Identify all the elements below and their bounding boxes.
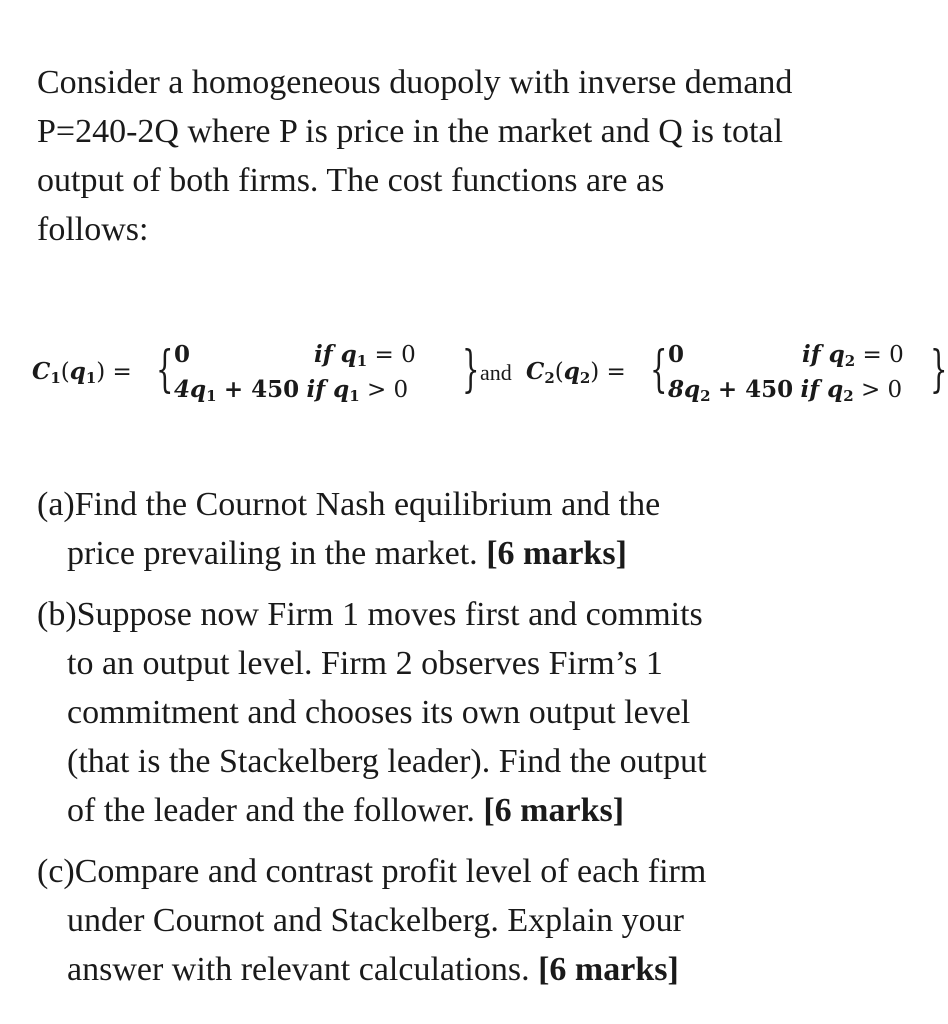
c1-right-brace: } <box>462 340 480 398</box>
c1-case1: 0 <box>174 341 191 368</box>
c1-case1-condition: if $q_1 = 0$ <box>314 341 416 370</box>
question-line: (that is the Stackelberg leader). Find the output <box>67 743 707 780</box>
c2-case1: 0 <box>668 341 685 368</box>
c2-case2: $8q_2 + 450$ if $q_2 > 0$ <box>668 376 903 405</box>
and-word: and <box>480 360 512 385</box>
question-line: (b)Suppose now Firm 1 moves first and commits <box>37 596 703 633</box>
question-line: to an output level. Firm 2 observes Firm’s 1 <box>67 645 663 682</box>
question-line: of the leader and the follower. [6 marks] <box>67 792 625 829</box>
c2-case1-condition: if $q_2 = 0$ <box>802 341 904 370</box>
marks-label: [6 marks] <box>486 535 627 572</box>
intro-line: output of both firms. The cost functions are as <box>37 162 665 199</box>
c1-case2: $4q_1 + 450$ if $q_1 > 0$ <box>174 376 409 405</box>
c2-right-brace: } <box>930 340 948 398</box>
question-b <box>37 590 917 835</box>
marks-label: [6 marks] <box>483 792 625 829</box>
question-line: answer with relevant calculations. [6 marks] <box>67 951 679 988</box>
cost-functions-formula <box>32 336 948 412</box>
questions-list <box>37 480 917 1006</box>
question-a <box>37 480 917 578</box>
intro-line: P=240-2Q where P is price in the market and Q is total <box>37 113 783 150</box>
question-line: commitment and chooses its own output level <box>67 694 691 731</box>
c2-left-brace: { <box>650 340 668 398</box>
c2-label: $C_2(q_2)$ = <box>526 358 626 387</box>
question-line: (a)Find the Cournot Nash equilibrium and the <box>37 486 661 523</box>
question-c <box>37 847 917 994</box>
c1-left-brace: { <box>156 340 174 398</box>
marks-label: [6 marks] <box>538 951 679 988</box>
intro-paragraph <box>37 58 907 254</box>
intro-line: Consider a homogeneous duopoly with inverse demand <box>37 64 793 101</box>
intro-line: follows: <box>37 211 149 248</box>
question-line: under Cournot and Stackelberg. Explain your <box>67 902 684 939</box>
question-line: price prevailing in the market. [6 marks] <box>67 535 627 572</box>
c1-label: $C_1(q_1)$ = <box>32 358 132 387</box>
question-line: (c)Compare and contrast profit level of each firm <box>37 853 707 890</box>
